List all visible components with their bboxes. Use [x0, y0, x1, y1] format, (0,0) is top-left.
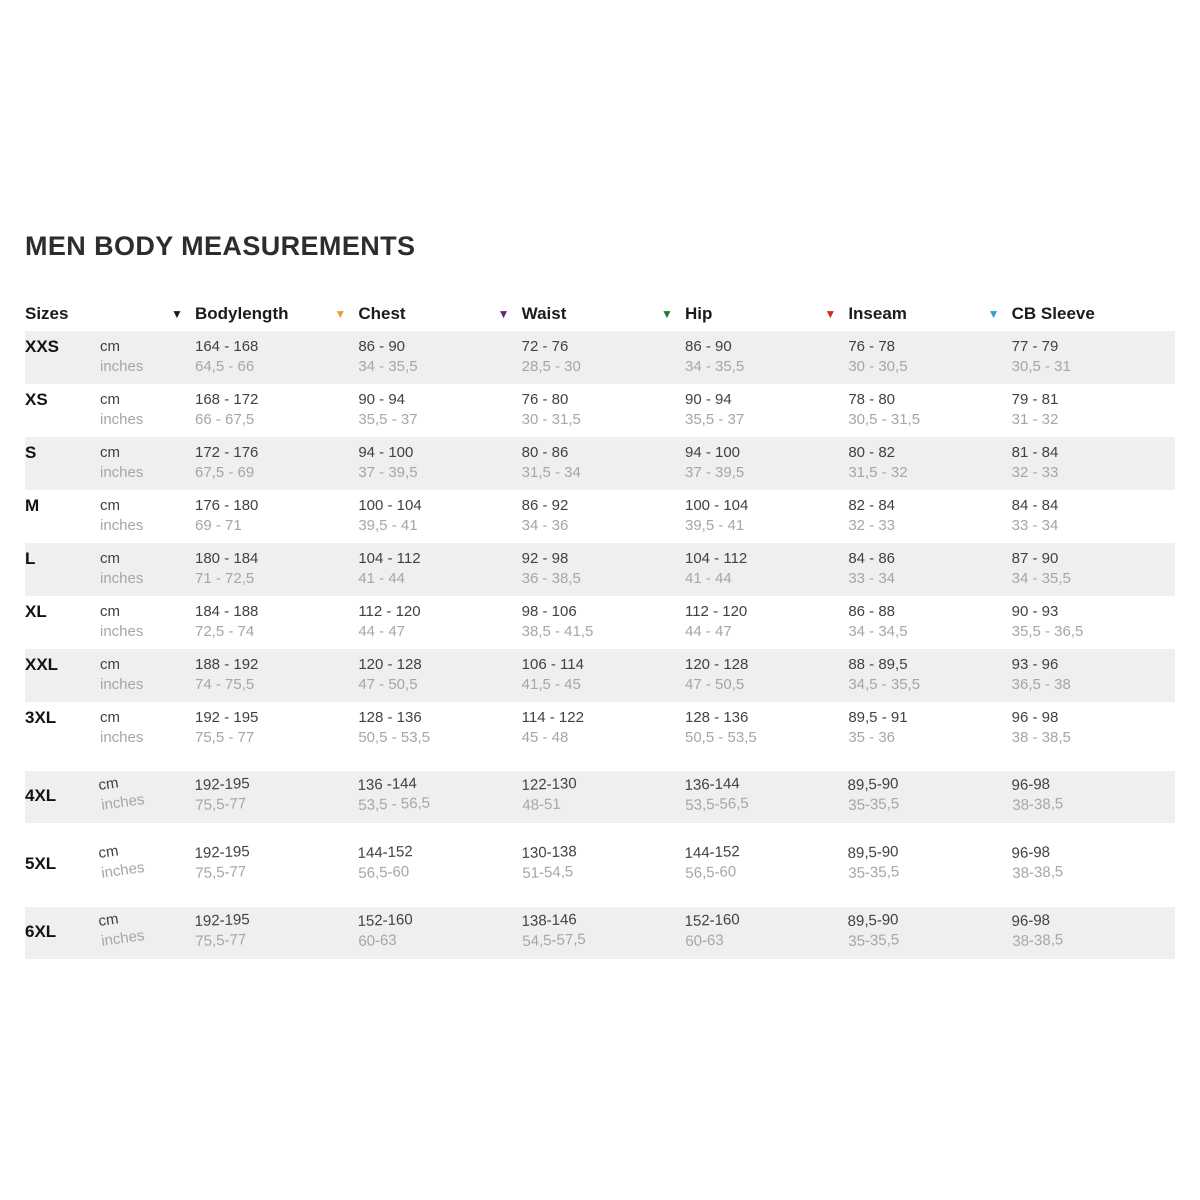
unit-cell: [100, 549, 195, 589]
value-inches: 41 - 44: [358, 570, 406, 587]
legend-triangle-icon: ▼: [660, 307, 673, 321]
measurement-cell: [848, 549, 1011, 589]
unit-cell: [100, 443, 195, 483]
value-inches: 34 - 35,5: [358, 358, 418, 375]
table-header: [25, 304, 1175, 324]
value-inches: 34 - 34,5: [848, 623, 908, 640]
measurement-cell: [522, 708, 685, 748]
measurement-cell: [685, 602, 848, 642]
unit-cell: [100, 390, 195, 430]
value-cm: 96 - 98: [1011, 709, 1059, 726]
value-inches: 47 - 50,5: [358, 676, 418, 693]
measurement-cell: [522, 549, 685, 589]
unit-cell: [97, 763, 197, 816]
unit-inches-label: inches: [100, 464, 144, 481]
size-label: XXS: [25, 337, 60, 356]
value-inches: 34,5 - 35,5: [848, 676, 921, 693]
value-cm: 152-160: [684, 911, 740, 931]
value-cm: 80 - 82: [848, 444, 896, 461]
value-inches: 31,5 - 32: [848, 464, 908, 481]
legend-triangle-icon: ▼: [171, 307, 183, 321]
measurement-cell: [195, 496, 358, 536]
value-cm: 130-138: [520, 843, 577, 863]
unit-cm-label: cm: [100, 444, 120, 461]
measurement-cell: [685, 708, 848, 748]
unit-cell: [100, 337, 195, 377]
measurement-cell: [195, 337, 358, 377]
unit-cell: [100, 708, 195, 748]
value-cm: 96-98: [1010, 911, 1050, 931]
measurement-cell: [522, 602, 685, 642]
measurement-cell: [1011, 770, 1176, 816]
value-cm: 90 - 94: [684, 391, 732, 408]
unit-cm-label: cm: [100, 656, 120, 673]
value-cm: 172 - 176: [195, 444, 259, 461]
measurement-cell: [358, 906, 523, 952]
value-cm: 84 - 84: [1011, 497, 1059, 514]
measurement-cell: [1012, 549, 1175, 589]
unit-cm-label: cm: [97, 910, 120, 931]
measurement-cell: [194, 838, 359, 884]
unit-inches-label: inches: [100, 676, 144, 693]
value-cm: 184 - 188: [195, 603, 259, 620]
column-header-label: Chest: [358, 304, 406, 323]
value-cm: 80 - 86: [521, 444, 569, 461]
value-cm: 164 - 168: [195, 338, 259, 355]
value-inches: 48-51: [521, 795, 561, 814]
unit-cm-label: cm: [100, 603, 120, 620]
measurement-cell: [1011, 838, 1176, 884]
value-cm: 192-195: [194, 911, 250, 931]
value-inches: 30,5 - 31,5: [848, 411, 921, 428]
table-body: [25, 331, 1175, 959]
value-cm: 92 - 98: [521, 550, 569, 567]
unit-cm-label: cm: [100, 709, 120, 726]
value-cm: 93 - 96: [1011, 656, 1059, 673]
measurement-cell: [685, 496, 848, 536]
value-inches: 35,5 - 37: [684, 411, 745, 428]
measurement-cell: [848, 770, 1013, 816]
value-inches: 35-35,5: [848, 863, 900, 882]
value-inches: 30 - 31,5: [521, 411, 581, 428]
column-header-label: Inseam: [848, 304, 907, 323]
size-label: S: [25, 443, 37, 462]
value-cm: 128 - 136: [358, 709, 422, 726]
value-cm: 87 - 90: [1011, 550, 1059, 567]
table-row-3xl: [25, 702, 1175, 755]
unit-cell: [100, 602, 195, 642]
value-cm: 120 - 128: [358, 656, 422, 673]
column-header-label: Bodylength: [195, 304, 289, 323]
value-inches: 39,5 - 41: [684, 517, 745, 534]
value-cm: 136 -144: [357, 774, 418, 795]
value-cm: 104 - 112: [358, 550, 421, 567]
column-header-cb-sleeve: [987, 304, 1175, 324]
measurement-cell: [1012, 655, 1175, 695]
value-cm: 90 - 94: [358, 391, 406, 408]
measurement-cell: [195, 708, 358, 748]
column-header-label: CB Sleeve: [1011, 304, 1095, 323]
value-inches: 66 - 67,5: [195, 411, 255, 428]
measurement-cell: [685, 390, 848, 430]
value-inches: 36,5 - 38: [1011, 676, 1071, 693]
measurement-cell: [358, 770, 523, 816]
value-inches: 74 - 75,5: [195, 676, 255, 693]
unit-cell: [97, 899, 197, 952]
value-cm: 192-195: [194, 775, 250, 795]
measurement-cell: [848, 496, 1011, 536]
value-cm: 82 - 84: [848, 497, 896, 514]
value-inches: 72,5 - 74: [195, 623, 255, 640]
unit-cm-label: cm: [97, 774, 120, 795]
value-cm: 89,5 - 91: [848, 709, 908, 726]
value-cm: 100 - 104: [684, 497, 749, 514]
unit-inches-label: inches: [100, 729, 144, 746]
measurement-cell: [848, 708, 1011, 748]
value-inches: 32 - 33: [848, 517, 896, 534]
value-cm: 96-98: [1010, 843, 1050, 863]
unit-cell: [100, 655, 195, 695]
value-inches: 35,5 - 37: [358, 411, 418, 428]
unit-inches-label: inches: [100, 790, 146, 814]
table-row-l: [25, 543, 1175, 596]
value-inches: 67,5 - 69: [195, 464, 255, 481]
value-inches: 56,5-60: [358, 863, 410, 882]
value-inches: 56,5-60: [685, 863, 737, 882]
value-inches: 53,5 - 56,5: [358, 794, 431, 814]
measurement-cell: [358, 838, 523, 884]
value-cm: 98 - 106: [521, 603, 577, 620]
value-inches: 41,5 - 45: [521, 676, 581, 693]
measurement-cell: [358, 655, 521, 695]
table-row-4xl: [25, 771, 1175, 823]
size-label: XS: [25, 390, 48, 409]
size-label: 3XL: [25, 708, 57, 727]
measurement-cell: [848, 390, 1011, 430]
value-inches: 35,5 - 36,5: [1011, 623, 1084, 640]
size-label: XL: [25, 602, 47, 621]
value-cm: 72 - 76: [521, 338, 569, 355]
measurement-cell: [685, 549, 848, 589]
measurement-cell: [685, 655, 848, 695]
value-cm: 152-160: [357, 911, 414, 931]
measurement-cell: [194, 906, 359, 952]
unit-inches-label: inches: [100, 358, 144, 375]
measurement-cell: [195, 549, 358, 589]
value-cm: 192 - 195: [195, 709, 259, 726]
value-inches: 53,5-56,5: [685, 794, 749, 814]
value-inches: 38-38,5: [1011, 863, 1064, 882]
measurement-cell: [358, 337, 521, 377]
size-label: 6XL: [25, 922, 57, 941]
measurement-cell: [195, 390, 358, 430]
table-row-xl: [25, 596, 1175, 649]
measurement-cell: [848, 655, 1011, 695]
value-cm: 76 - 80: [521, 391, 569, 408]
value-cm: 192-195: [194, 843, 250, 863]
measurement-cell: [685, 337, 848, 377]
measurement-cell: [848, 838, 1013, 884]
value-inches: 35 - 36: [848, 729, 896, 746]
unit-cm-label: cm: [100, 391, 120, 408]
value-cm: 77 - 79: [1011, 338, 1059, 355]
value-inches: 33 - 34: [1011, 517, 1059, 534]
measurement-cell: [848, 443, 1011, 483]
table-row-xxl: [25, 649, 1175, 702]
value-inches: 39,5 - 41: [358, 517, 418, 534]
value-inches: 31 - 32: [1011, 411, 1059, 428]
value-inches: 30,5 - 31: [1011, 358, 1071, 375]
unit-inches-label: inches: [100, 411, 144, 428]
value-inches: 75,5 - 77: [195, 729, 255, 746]
legend-triangle-icon: ▼: [987, 307, 1000, 321]
measurement-cell: [522, 337, 685, 377]
value-inches: 45 - 48: [521, 729, 569, 746]
value-inches: 44 - 47: [684, 623, 732, 640]
value-inches: 30 - 30,5: [848, 358, 908, 375]
value-inches: 31,5 - 34: [521, 464, 581, 481]
value-inches: 47 - 50,5: [684, 676, 745, 693]
value-cm: 90 - 93: [1011, 603, 1059, 620]
measurement-cell: [522, 390, 685, 430]
measurement-cell: [848, 337, 1011, 377]
value-inches: 41 - 44: [684, 570, 732, 587]
measurement-cell: [1012, 443, 1175, 483]
value-inches: 75,5-77: [195, 931, 247, 950]
unit-cell: [97, 831, 197, 884]
measurement-cell: [684, 906, 849, 952]
legend-triangle-icon: ▼: [497, 307, 510, 321]
value-inches: 69 - 71: [195, 517, 242, 534]
size-label: 4XL: [25, 786, 57, 805]
measurement-cell: [848, 602, 1011, 642]
value-inches: 36 - 38,5: [521, 570, 581, 587]
value-cm: 94 - 100: [358, 444, 414, 461]
table-row-6xl: [25, 907, 1175, 959]
size-chart-content: [25, 231, 1175, 959]
value-cm: 96-98: [1010, 775, 1050, 795]
value-cm: 86 - 90: [358, 338, 406, 355]
value-cm: 81 - 84: [1011, 444, 1059, 461]
value-cm: 76 - 78: [848, 338, 896, 355]
value-inches: 75,5-77: [195, 863, 247, 882]
unit-cm-label: cm: [100, 497, 120, 514]
value-inches: 33 - 34: [848, 570, 896, 587]
table-row-s: [25, 437, 1175, 490]
sizes-column-header: Sizes: [25, 304, 69, 323]
size-label: L: [25, 549, 36, 568]
legend-triangle-icon: ▼: [824, 307, 837, 321]
page-title: MEN BODY MEASUREMENTS: [25, 231, 416, 261]
value-inches: 38-38,5: [1011, 795, 1064, 814]
value-inches: 51-54,5: [521, 863, 574, 882]
table-row-xxs: [25, 331, 1175, 384]
value-inches: 32 - 33: [1011, 464, 1059, 481]
value-cm: 168 - 172: [195, 391, 259, 408]
column-header-label: Hip: [684, 304, 713, 323]
value-cm: 94 - 100: [684, 444, 741, 461]
measurement-cell: [358, 708, 521, 748]
value-inches: 28,5 - 30: [521, 358, 581, 375]
measurement-cell: [1012, 602, 1175, 642]
value-cm: 114 - 122: [521, 709, 584, 726]
value-inches: 37 - 39,5: [684, 464, 745, 481]
value-inches: 35-35,5: [848, 795, 900, 814]
measurement-cell: [521, 906, 686, 952]
measurement-cell: [521, 770, 686, 816]
value-cm: 180 - 184: [195, 550, 259, 567]
value-inches: 35-35,5: [848, 931, 900, 950]
measurement-cell: [1012, 496, 1175, 536]
value-inches: 64,5 - 66: [195, 358, 255, 375]
measurement-cell: [195, 443, 358, 483]
value-inches: 38,5 - 41,5: [521, 623, 594, 640]
measurement-cell: [358, 390, 521, 430]
unit-cell: [100, 496, 195, 536]
table-row-m: [25, 490, 1175, 543]
measurement-cell: [522, 496, 685, 536]
value-cm: 188 - 192: [195, 656, 259, 673]
value-cm: 122-130: [520, 775, 577, 795]
value-cm: 89,5-90: [847, 843, 900, 863]
measurement-cell: [684, 838, 849, 884]
measurement-cell: [1012, 708, 1175, 748]
value-inches: 44 - 47: [358, 623, 406, 640]
size-label: XXL: [25, 655, 59, 674]
value-cm: 100 - 104: [358, 497, 422, 514]
value-cm: 136-144: [684, 775, 740, 795]
measurement-cell: [1012, 390, 1175, 430]
value-cm: 112 - 120: [358, 603, 421, 620]
measurement-cell: [684, 770, 849, 816]
value-cm: 86 - 88: [848, 603, 896, 620]
measurement-cell: [358, 496, 521, 536]
value-cm: 144-152: [357, 843, 414, 863]
measurement-cell: [1012, 337, 1175, 377]
value-cm: 78 - 80: [848, 391, 896, 408]
value-inches: 38-38,5: [1011, 931, 1064, 950]
value-inches: 60-63: [685, 931, 724, 950]
legend-triangle-icon: ▼: [334, 307, 347, 321]
measurement-cell: [358, 443, 521, 483]
value-inches: 71 - 72,5: [195, 570, 255, 587]
value-cm: 128 - 136: [684, 709, 749, 726]
value-inches: 38 - 38,5: [1011, 729, 1071, 746]
value-cm: 106 - 114: [521, 656, 584, 673]
value-cm: 86 - 90: [684, 338, 732, 355]
value-inches: 75,5-77: [195, 795, 247, 814]
table-row-xs: [25, 384, 1175, 437]
value-inches: 60-63: [358, 931, 398, 950]
measurement-cell: [195, 602, 358, 642]
unit-inches-label: inches: [100, 858, 146, 882]
unit-inches-label: inches: [100, 517, 144, 534]
measurement-cell: [522, 655, 685, 695]
value-inches: 37 - 39,5: [358, 464, 418, 481]
table-row-5xl: [25, 839, 1175, 891]
value-cm: 104 - 112: [684, 550, 748, 567]
measurement-cell: [358, 602, 521, 642]
value-inches: 34 - 35,5: [1011, 570, 1071, 587]
measurement-cell: [685, 443, 848, 483]
value-inches: 34 - 35,5: [684, 358, 745, 375]
measurement-cell: [195, 655, 358, 695]
value-cm: 176 - 180: [195, 497, 259, 514]
column-header-label: Waist: [521, 304, 567, 323]
value-cm: 86 - 92: [521, 497, 569, 514]
measurement-cell: [194, 770, 359, 816]
size-label: 5XL: [25, 854, 57, 873]
value-cm: 112 - 120: [684, 603, 748, 620]
value-cm: 89,5-90: [847, 911, 900, 931]
value-inches: 34 - 36: [521, 517, 569, 534]
value-inches: 54,5-57,5: [521, 930, 586, 950]
unit-cm-label: cm: [100, 550, 120, 567]
measurement-cell: [848, 906, 1013, 952]
measurement-cell: [358, 549, 521, 589]
unit-inches-label: inches: [100, 623, 144, 640]
size-label: M: [25, 496, 40, 515]
value-cm: 120 - 128: [684, 656, 749, 673]
unit-inches-label: inches: [100, 926, 146, 950]
value-cm: 84 - 86: [848, 550, 896, 567]
value-inches: 50,5 - 53,5: [684, 729, 757, 746]
value-cm: 79 - 81: [1011, 391, 1059, 408]
unit-cm-label: cm: [100, 338, 120, 355]
value-cm: 89,5-90: [847, 775, 900, 795]
measurement-cell: [521, 838, 686, 884]
measurement-cell: [522, 443, 685, 483]
unit-inches-label: inches: [100, 570, 144, 587]
value-cm: 138-146: [520, 911, 577, 931]
value-inches: 50,5 - 53,5: [358, 729, 431, 746]
unit-cm-label: cm: [97, 842, 120, 863]
measurement-cell: [1011, 906, 1176, 952]
value-cm: 144-152: [684, 843, 740, 863]
value-cm: 88 - 89,5: [848, 656, 908, 673]
